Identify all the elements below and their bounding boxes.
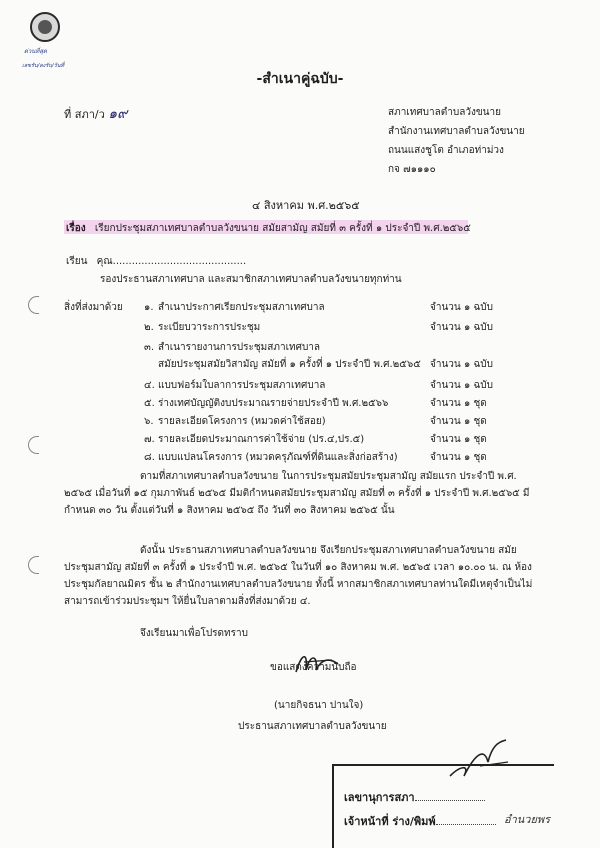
sign-off: ขอแสดงความนับถือ [270, 662, 357, 673]
address-line: กจ ๗๑๑๑๐ [388, 164, 436, 175]
enclosure-text: สำเนาประกาศเรียกประชุมสภาเทศบาล [158, 302, 325, 313]
address-line: สำนักงานเทศบาลตำบลวังขนาย [388, 126, 525, 137]
municipal-seal-icon [30, 12, 60, 42]
enclosure-qty: จำนวน ๑ ฉบับ [430, 359, 493, 370]
enclosure-qty: จำนวน ๑ ชุด [430, 452, 487, 463]
enclosure-num: ๕. [144, 398, 155, 409]
enclosure-num: ๒. [144, 322, 154, 333]
closing-line: จึงเรียนมาเพื่อโปรดทราบ [140, 628, 248, 639]
secretary-label [344, 788, 485, 806]
enclosure-num: ๘. [144, 452, 155, 463]
salutation [66, 254, 246, 269]
salutation-recipient: คุณ.......................................... [96, 256, 247, 267]
doc-number [64, 103, 127, 125]
drafter-handwriting: อำนวยพร [504, 813, 551, 826]
secretary-signature-icon [440, 736, 520, 782]
enclosure-qty: จำนวน ๑ ฉบับ [430, 380, 493, 391]
enclosure-text: ระเบียบวาระการประชุม [158, 322, 261, 333]
signer-name: (นายกิจธนา ปานใจ) [274, 700, 364, 711]
doc-number-value: ๑๙ [108, 106, 128, 122]
enclosure-text: ร่างเทศบัญญัติงบประมาณรายจ่ายประจำปี พ.ศ.๒๕๖๖ [158, 398, 389, 409]
signature-icon [292, 648, 342, 678]
enclosure-text: สำเนารายงานการประชุมสภาเทศบาล [158, 342, 321, 353]
doc-number-label: ที่ สภา/ว [64, 108, 105, 121]
enclosure-qty: จำนวน ๑ ชุด [430, 398, 487, 409]
enclosure-num: ๓. [144, 342, 155, 353]
address-line: สภาเทศบาลตำบลวังขนาย [388, 107, 501, 118]
secretary-label-text: เลขานุการสภา [344, 791, 415, 804]
enclosure-text: รายละเอียดประมาณการค่าใช้จ่าย (ปร.๔,ปร.๕) [158, 434, 365, 445]
enclosure-num: ๑. [144, 302, 154, 313]
punch-hole-mark [28, 436, 39, 454]
enclosure-num: ๗. [144, 434, 155, 445]
enclosure-qty: จำนวน ๑ ฉบับ [430, 322, 493, 333]
signer-title: ประธานสภาเทศบาลตำบลวังขนาย [238, 721, 387, 732]
enclosure-text: แบบแปลนโครงการ (หมวดครุภัณฑ์ที่ดินและสิ่งก่อสร้าง) [158, 452, 398, 463]
enclosure-text: รายละเอียดโครงการ (หมวดค่าใช้สอย) [158, 416, 326, 427]
stamp-line2: เลขรับ/ลงรับ/วันที่ [22, 63, 65, 69]
body-paragraph-1: ตามที่สภาเทศบาลตำบลวังขนาย ในการประชุมสมัยประชุมสามัญ สมัยแรก ประจำปี พ.ศ. ๒๕๖๕ เมื่อวันที่ ๑๕ กุมภาพันธ์ ๒๕๖๕ มีมติกำหนดสมัยประชุมสามัญ สมัยที่ ๓ ครั้งที่ ๑ ประจำปี พ.ศ.๒๕๖๕ มีกำหนด ๓๐ วัน ตั้งแต่วันที่ ๑ สิงหาคม ๒๕๖๕ ถึง วันที่ ๓๐ สิงหาคม ๒๕๖๕ นั้น [64, 471, 530, 516]
subject-line [66, 221, 471, 236]
address-line: ถนนแสงชูโต อำเภอท่าม่วง [388, 145, 504, 156]
drafter-label [344, 812, 496, 830]
enclosure-qty: จำนวน ๑ ชุด [430, 416, 487, 427]
secretary-dotline [415, 800, 485, 801]
drafter-label-text: เจ้าหน้าที่ ร่าง/พิมพ์ [344, 815, 436, 828]
punch-hole-mark [28, 556, 39, 574]
document-date: ๔ สิงหาคม พ.ศ.๒๕๖๕ [252, 199, 360, 212]
enclosure-num: ๔. [144, 380, 155, 391]
enclosure-text: แบบฟอร์มใบลาการประชุมสภาเทศบาล [158, 380, 326, 391]
enclosure-num: ๖. [144, 416, 154, 427]
enclosure-label: สิ่งที่ส่งมาด้วย [64, 302, 123, 313]
subject-label: เรื่อง [66, 223, 86, 234]
salutation-line2: รองประธานสภาเทศบาล และสมาชิกสภาเทศบาลตำบลวังขนายทุกท่าน [100, 274, 402, 285]
stamp-line1: ด่วนที่สุด [24, 48, 47, 55]
enclosure-text: สมัยประชุมสมัยวิสามัญ สมัยที่ ๑ ครั้งที่ ๑ ประจำปี พ.ศ.๒๕๖๕ [158, 359, 421, 370]
body-paragraph-2: ดังนั้น ประธานสภาเทศบาลตำบลวังขนาย จึงเรียกประชุมสภาเทศบาลตำบลวังขนาย สมัยประชุมสามัญ สมัยที่ ๓ ครั้งที่ ๑ ประจำปี พ.ศ. ๒๕๖๕ ในวันที่ ๑๐ สิงหาคม พ.ศ. ๒๕๖๕ เวลา ๑๐.๐๐ น. ณ ห้องประชุมกัลยาณมิตร ชั้น ๒ สำนักงานเทศบาลตำบลวังขนาย ทั้งนี้ หากสมาชิกสภาเทศบาลท่านใดมีเหตุจำเป็นไม่สามารถเข้าร่วมประชุมฯ ให้ยื่นใบลาตามสิ่งที่ส่งมาด้วย ๔. [64, 545, 533, 607]
punch-hole-mark [28, 296, 39, 314]
salutation-label: เรียน [66, 256, 88, 267]
drafter-dotline [436, 824, 496, 825]
enclosure-qty: จำนวน ๑ ฉบับ [430, 302, 493, 313]
document-title: -สำเนาคู่ฉบับ- [256, 71, 344, 87]
subject-text: เรียกประชุมสภาเทศบาลตำบลวังขนาย สมัยสามัญ สมัยที่ ๓ ครั้งที่ ๑ ประจำปี พ.ศ.๒๕๖๕ [94, 223, 471, 234]
enclosure-qty: จำนวน ๑ ชุด [430, 434, 487, 445]
